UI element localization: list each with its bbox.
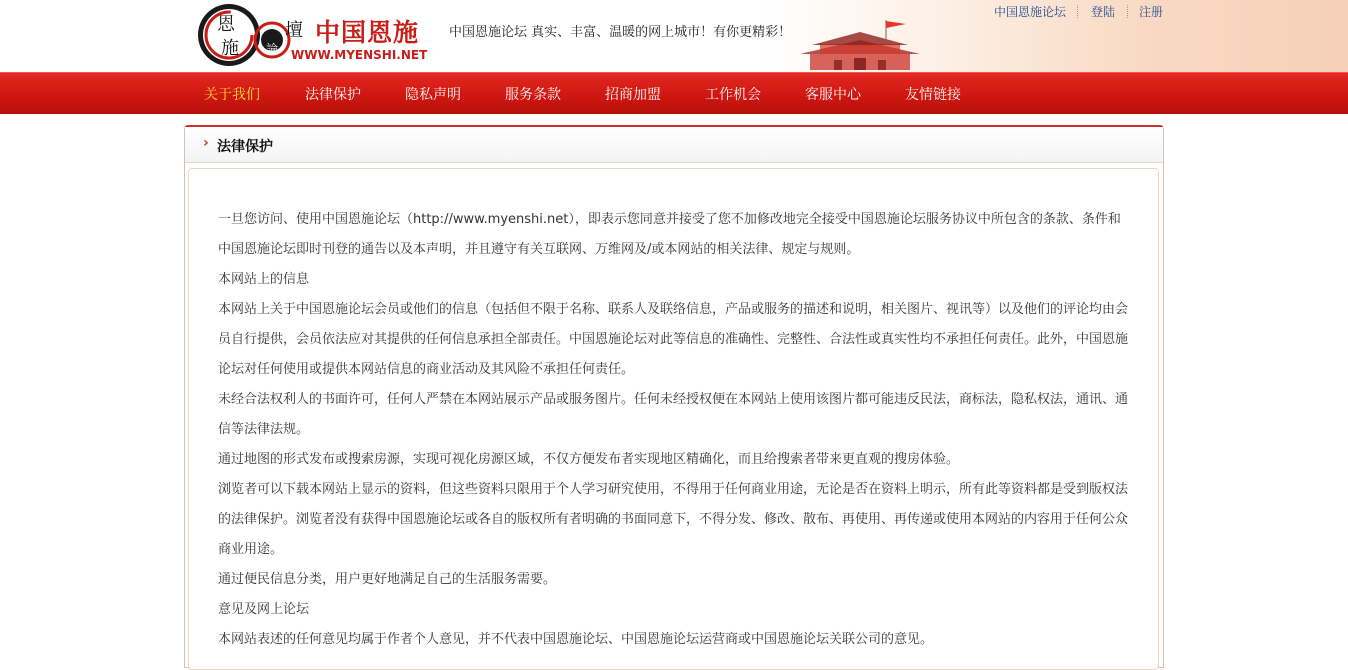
main-nav	[0, 72, 1348, 114]
nav-item-support[interactable]: 客服中心	[805, 87, 861, 103]
section-heading: 本网站上的信息	[218, 272, 310, 287]
paragraph: 本网站表述的任何意见均属于作者个人意见，并不代表中国恩施论坛、中国恩施论坛运营商或中国恩施论坛关联公司的意见。	[218, 632, 934, 647]
top-link-divider	[1127, 5, 1129, 18]
section-heading: 意见及网上论坛	[218, 602, 310, 617]
logo-text: 中国恩施	[315, 18, 420, 47]
logo-seal-char-3: 論	[266, 42, 279, 56]
logo-seal-char-2: 施	[221, 38, 239, 59]
nav-item-terms[interactable]: 服务条款	[505, 87, 561, 103]
paragraph: 浏览者可以下载本网站上显示的资料，但这些资料只限用于个人学习研究使用，不得用于任何商业用途，无论是否在资料上明示，所有此等资料都是受到版权法的法律保护。浏览者没有获得中国恩施论坛或各自的版权所有者明确的书面同意下，不得分发、修改、散布、再使用、再传递或使用本网站的内容用于任何公众商业用途。	[218, 482, 1129, 557]
legal-text	[218, 205, 1130, 655]
paragraph: 通过地图的形式发布或搜索房源，实现可视化房源区域，不仅方便发布者实现地区精确化，而且给搜索者带来更直观的搜房体验。	[218, 452, 960, 467]
paragraph: 本网站上关于中国恩施论坛会员或他们的信息（包括但不限于名称、联系人及联络信息，产品或服务的描述和说明，相关图片、视讯等）以及他们的评论均由会员自行提供，会员依法应对其提供的任何信息承担全部责任。中国恩施论坛对此等信息的准确性、完整性、合法性或真实性均不承担任何责任。此外，中国恩施论坛对任何使用或提供本网站信息的商业活动及其风险不承担任何责任。	[218, 302, 1129, 377]
nav-item-legal[interactable]: 法律保护	[305, 87, 361, 103]
nav-item-business[interactable]: 招商加盟	[605, 87, 661, 103]
content-box	[188, 168, 1159, 670]
nav-item-privacy[interactable]: 隐私声明	[405, 87, 461, 103]
top-link-home[interactable]: 中国恩施论坛	[994, 5, 1067, 19]
site-slogan: 中国恩施论坛 真实、丰富、温暖的网上城市！有你更精彩！	[449, 25, 792, 40]
top-link-divider	[1077, 5, 1079, 18]
nav-item-links[interactable]: 友情链接	[905, 87, 961, 103]
logo-url-text: WWW.MYENSHI.NET	[291, 48, 428, 62]
site-header	[0, 0, 1348, 72]
paragraph: 一旦您访问、使用中国恩施论坛（http://www.myenshi.net），即表示您同意并接受了您不加修改地完全接受中国恩施论坛服务协议中所包含的条款、条件和中国恩施论坛即时刊登的通告以及本声明，并且遵守有关互联网、万维网及/或本网站的相关法律、规定与规则。	[218, 212, 1121, 257]
nav-item-jobs[interactable]: 工作机会	[705, 87, 761, 103]
logo-seal-char-4: 壇	[285, 20, 303, 41]
site-logo[interactable]	[193, 0, 438, 72]
top-links	[990, 3, 1348, 19]
nav-item-about[interactable]: 关于我们	[204, 87, 260, 103]
panel-header	[185, 127, 1163, 163]
paragraph: 通过便民信息分类，用户更好地满足自己的生活服务需要。	[218, 572, 557, 587]
logo-seal-char-1: 恩	[217, 14, 235, 35]
tiananmen-illustration	[790, 18, 930, 70]
top-link-register[interactable]: 注册	[1139, 5, 1164, 19]
top-link-login[interactable]: 登陆	[1091, 5, 1116, 19]
chevron-right-icon: ›	[203, 135, 209, 151]
paragraph: 未经合法权利人的书面许可，任何人严禁在本网站展示产品或服务图片。任何未经授权便在本网站上使用该图片都可能违反民法，商标法，隐私权法，通讯、通信等法律法规。	[218, 392, 1129, 437]
panel-title: 法律保护	[217, 139, 273, 155]
content-panel	[184, 125, 1164, 668]
